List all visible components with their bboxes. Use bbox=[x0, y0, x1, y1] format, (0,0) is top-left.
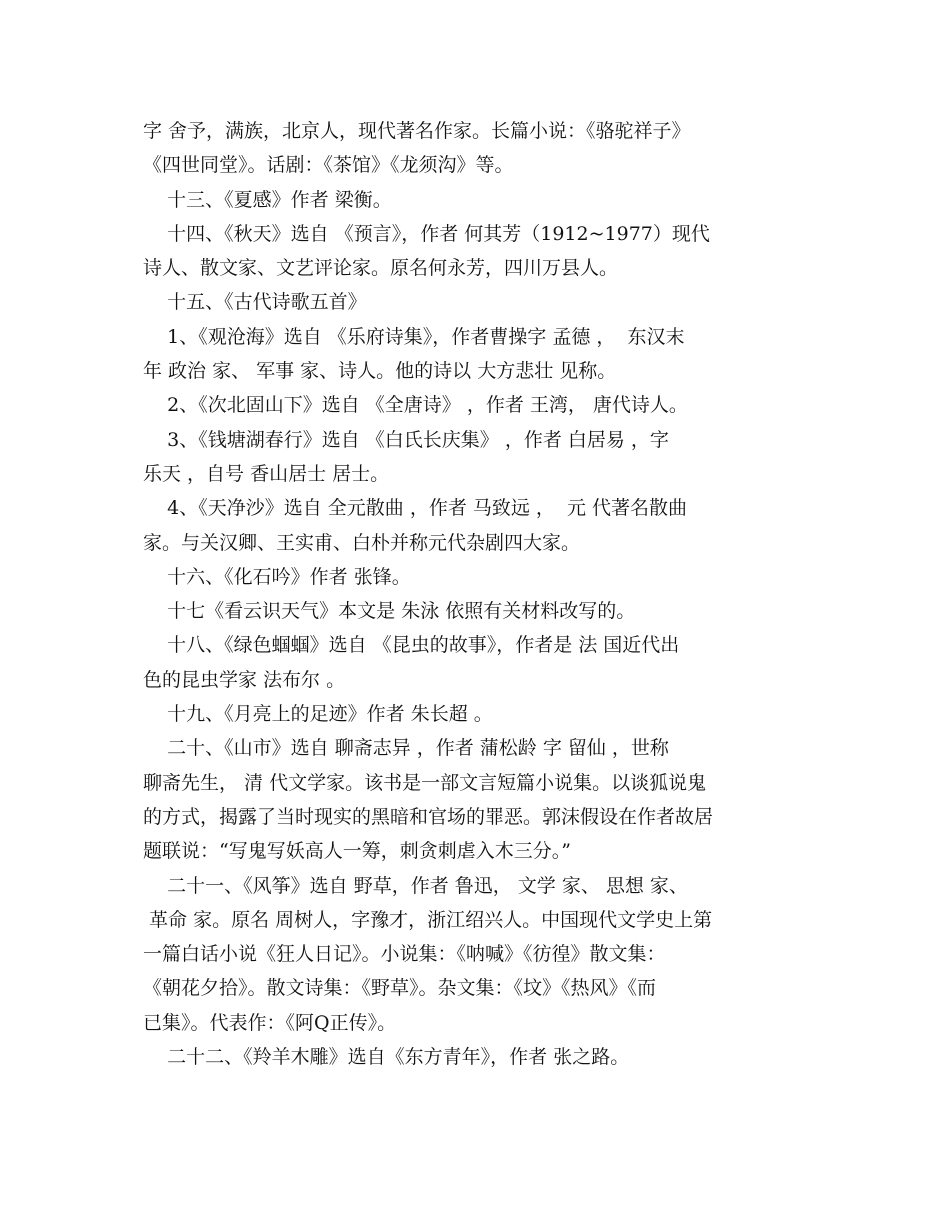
text-line: 一篇白话小说《狂人日记》。小说集：《呐喊》《彷徨》散文集： bbox=[143, 943, 666, 966]
text-line: 4、《天净沙》选自 全元散曲 ，作者 马致远 ， 元 代著名散曲 bbox=[143, 497, 688, 520]
text-line: 十五、《古代诗歌五首》 bbox=[143, 291, 367, 314]
text-line: 乐天 ，自号 香山居士 居士。 bbox=[143, 462, 390, 485]
text-line: 二十一、《风筝》选自 野草，作者 鲁迅， 文学 家、 思想 家、 bbox=[143, 874, 688, 897]
text-line: 已集》。代表作：《阿Q正传》。 bbox=[143, 1011, 397, 1034]
text-line: 的方式，揭露了当时现实的黑暗和官场的罪恶。郭沫假设在作者故居 bbox=[143, 805, 714, 828]
text-line: 题联说：“写鬼写妖高人一筹，刺贪刺虐入木三分。” bbox=[143, 840, 571, 863]
text-line: 十六、《化石吟》作者 张锋。 bbox=[143, 565, 411, 588]
text-line: 十七《看云识天气》本文是 朱泳 依照有关材料改写的。 bbox=[143, 600, 636, 623]
document-body bbox=[143, 114, 823, 1074]
text-line: 二十二、《羚羊木雕》选自《东方青年》，作者 张之路。 bbox=[143, 1046, 630, 1069]
text-line: 聊斋先生， 清 代文学家。该书是一部文言短篇小说集。以谈狐说鬼 bbox=[143, 771, 707, 794]
text-line: 十三、《夏感》作者 梁衡。 bbox=[143, 188, 392, 211]
text-line: 1、《观沧海》选自 《乐府诗集》，作者曹操字 孟德 ， 东汉末 bbox=[143, 325, 685, 348]
text-line: 字 舍予，满族，北京人，现代著名作家。长篇小说：《骆驼祥子》 bbox=[143, 120, 691, 142]
text-line: 诗人、散文家、文艺评论家。原名何永芳，四川万县人。 bbox=[143, 257, 619, 280]
text-line: 革命 家。原名 周树人，字豫才，浙江绍兴人。中国现代文学史上第 bbox=[143, 908, 713, 931]
text-line: 《四世同堂》。话剧：《茶馆》《龙须沟》等。 bbox=[143, 154, 514, 177]
text-line: 2、《次北固山下》选自 《全唐诗》 ，作者 王湾， 唐代诗人。 bbox=[143, 394, 688, 417]
text-line: 年 政治 家、 军事 家、诗人。他的诗以 大方悲壮 见称。 bbox=[143, 360, 617, 383]
text-line: 二十、《山市》选自 聊斋志异 ，作者 蒲松龄 字 留仙 ，世称 bbox=[143, 737, 669, 760]
text-line: 《朝花夕拾》。散文诗集：《野草》。杂文集：《坟》《热风》《而 bbox=[143, 977, 657, 1000]
text-line: 家。与关汉卿、王实甫、白朴并称元代杂剧四大家。 bbox=[143, 531, 581, 554]
text-line: 色的昆虫学家 法布尔 。 bbox=[143, 668, 346, 691]
text-line: 3、《钱塘湖春行》选自 《白氏长庆集》 ，作者 白居易 ，字 bbox=[143, 428, 669, 451]
text-line: 十八、《绿色蝈蝈》选自 《昆虫的故事》，作者是 法 国近代出 bbox=[143, 634, 680, 657]
text-line: 十四、《秋天》选自 《预言》，作者 何其芳（1912~1977）现代 bbox=[143, 222, 710, 245]
text-line: 十九、《月亮上的足迹》作者 朱长超 。 bbox=[143, 703, 493, 726]
